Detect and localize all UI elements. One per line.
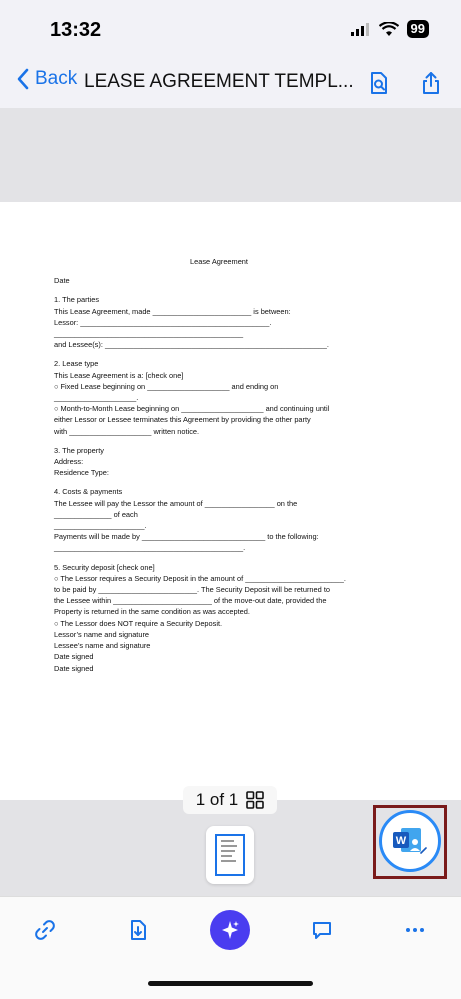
signal-icon	[351, 22, 371, 36]
back-label: Back	[35, 68, 78, 89]
doc-line: 4. Costs & payments	[54, 487, 123, 497]
doc-line: This Lease Agreement is a: [check one]	[54, 370, 184, 380]
download-button[interactable]	[121, 913, 155, 947]
doc-line: either Lessor or Lessee terminates this Agreement by providing the other party	[54, 415, 311, 425]
doc-line: 2. Lease type	[54, 359, 99, 369]
thumbnail-page	[215, 834, 245, 876]
document-title: LEASE AGREEMENT TEMPL...	[84, 71, 354, 92]
doc-line: Lessor’s name and signature	[54, 629, 150, 639]
doc-spacer	[54, 286, 384, 294]
doc-line: Date signed	[54, 652, 94, 662]
doc-line: ○ The Lessor does NOT require a Security Deposit.	[54, 618, 223, 628]
doc-line: Residence Type:	[54, 468, 109, 478]
chevron-left-icon	[16, 68, 29, 90]
doc-line: ○ Fixed Lease beginning on ____________________ and ending on	[54, 381, 279, 391]
link-icon	[33, 918, 57, 942]
document-page[interactable]	[0, 202, 461, 800]
word-icon	[393, 826, 427, 856]
status-time: 13:32	[50, 19, 102, 41]
home-indicator	[148, 981, 313, 986]
battery-indicator: 99	[407, 20, 429, 38]
more-button[interactable]	[398, 913, 432, 947]
comment-icon	[310, 918, 334, 942]
comment-button[interactable]	[305, 913, 339, 947]
doc-line: Property is returned in the same condition as was accepted.	[54, 607, 250, 617]
grid-icon[interactable]	[246, 791, 264, 809]
ai-assistant-button[interactable]	[210, 910, 250, 950]
doc-line: ______________________________________________	[54, 329, 244, 339]
document-content	[54, 256, 384, 674]
more-icon	[403, 918, 427, 942]
sparkle-icon	[218, 918, 242, 942]
doc-line: 5. Security deposit [check one]	[54, 562, 155, 572]
svg-text:W: W	[395, 835, 407, 847]
doc-line: the Lessee within ________________________ of the move-out date, provided the	[54, 596, 327, 606]
document-search-icon[interactable]	[366, 70, 392, 96]
status-icons	[351, 20, 429, 38]
doc-line: Address:	[54, 457, 84, 467]
share-icon[interactable]	[418, 70, 444, 96]
doc-line: This Lease Agreement, made ________________________ is between:	[54, 306, 291, 316]
download-icon	[126, 918, 150, 942]
status-bar	[0, 0, 461, 58]
page-indicator[interactable]	[183, 786, 277, 814]
doc-line: ______________________________________________.	[54, 543, 246, 553]
doc-line: with ____________________ written notice.	[54, 426, 200, 436]
doc-line: 1. The parties	[54, 295, 100, 305]
doc-line: Date signed	[54, 663, 94, 673]
doc-heading: Lease Agreement	[190, 257, 248, 266]
doc-line: ______________ of each	[54, 509, 138, 519]
doc-line: ○ Month-to-Month Lease beginning on ____________________ and continuing until	[54, 404, 330, 414]
doc-line: The Lessee will pay the Lessor the amount of _________________ on the	[54, 498, 298, 508]
doc-line: ○ The Lessor requires a Security Deposit in the amount of ________________________.	[54, 573, 346, 583]
doc-line: Payments will be made by ______________________________ to the following:	[54, 532, 319, 542]
nav-bar	[0, 58, 461, 108]
page-thumbnail[interactable]	[206, 826, 254, 884]
doc-line: to be paid by ________________________. The Security Deposit will be returned to	[54, 585, 330, 595]
wifi-icon	[379, 22, 399, 37]
doc-line: 3. The property	[54, 445, 104, 455]
doc-spacer	[54, 437, 384, 445]
page-count-label: 1 of 1	[195, 790, 239, 809]
back-button[interactable]	[16, 68, 77, 90]
viewer-background	[0, 108, 461, 202]
doc-line: Lessor: ______________________________________________.	[54, 317, 272, 327]
word-convert-button[interactable]	[379, 810, 441, 872]
doc-spacer	[54, 350, 384, 358]
doc-line: ______________________.	[54, 521, 147, 531]
doc-spacer	[54, 478, 384, 486]
doc-spacer	[54, 554, 384, 562]
doc-lines	[54, 275, 384, 674]
doc-line: ____________________.	[54, 393, 139, 403]
link-button[interactable]	[28, 913, 62, 947]
doc-line: and Lessee(s): ______________________________________________________.	[54, 340, 329, 350]
doc-line: Date	[54, 276, 70, 286]
doc-line: Lessee’s name and signature	[54, 641, 151, 651]
